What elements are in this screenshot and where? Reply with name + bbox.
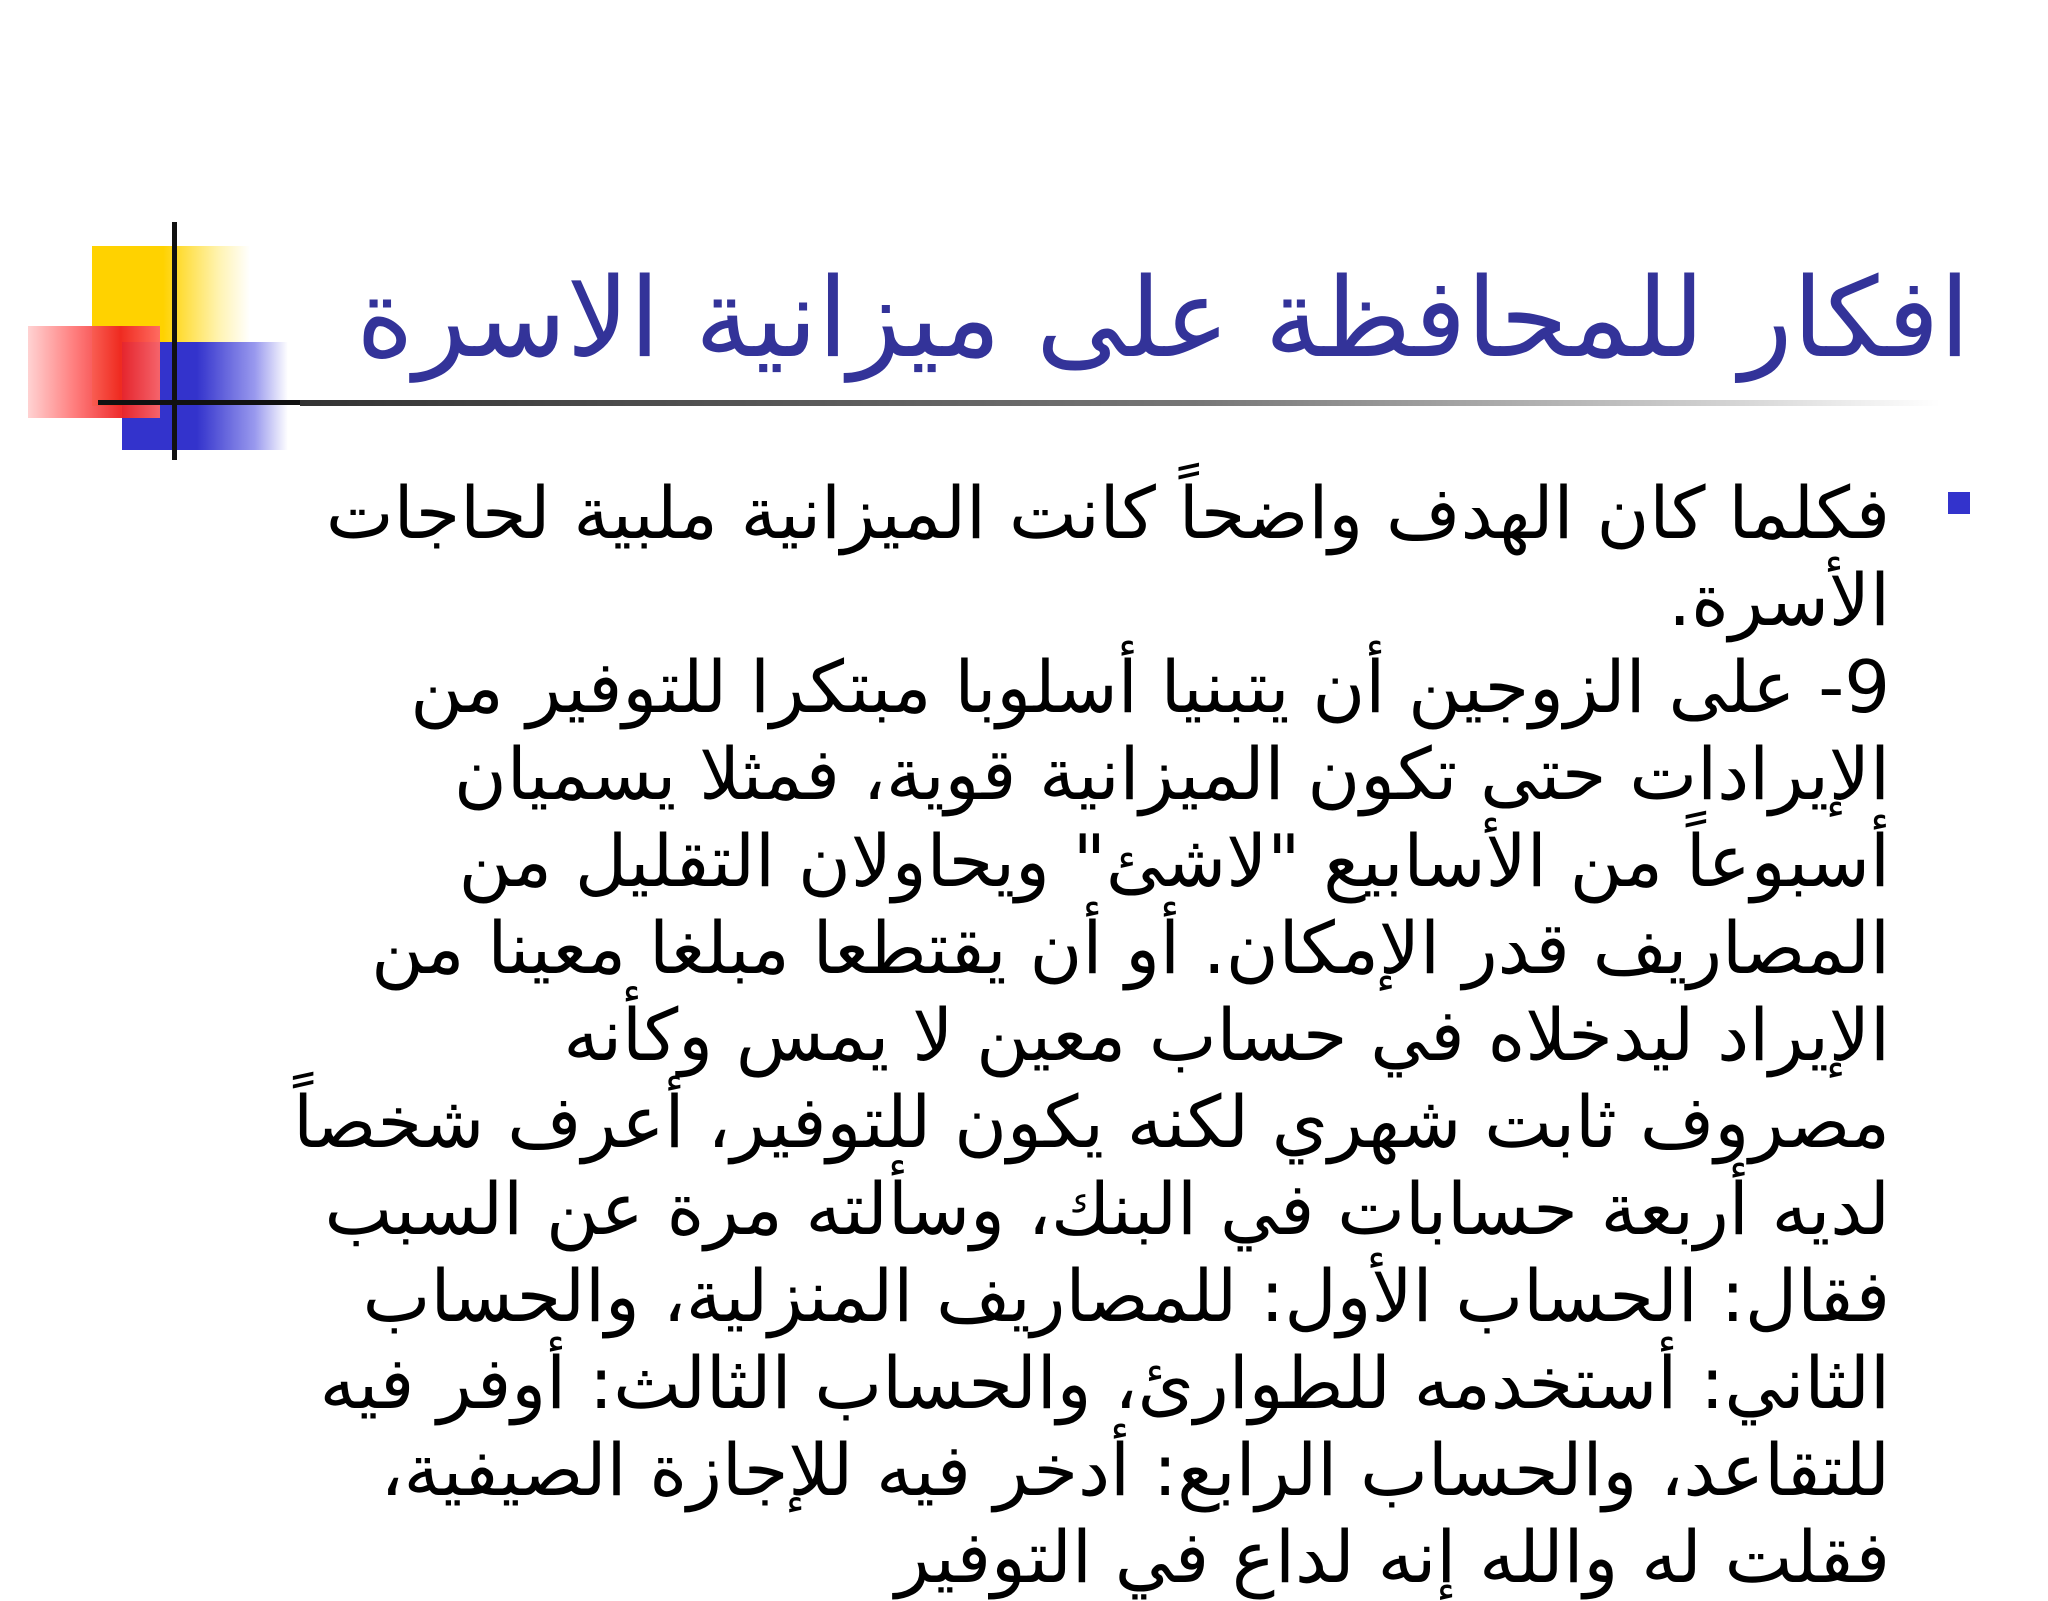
body-line: الأسرة. [1668, 558, 1890, 642]
slide-body [240, 470, 1970, 1601]
body-line: 9- على الزوجين أن يتبنيا أسلوبا مبتكرا للتوفير من [410, 645, 1890, 729]
body-line: فكلما كان الهدف واضحاً كانت الميزانية ملبية لحاجات [325, 471, 1890, 555]
body-line: فقال: الحساب الأول: للمصاريف المنزلية، والحساب [362, 1254, 1890, 1338]
body-line: فقلت له والله إنه لداعٍ في التوفير [895, 1515, 1890, 1599]
body-line: مصروف ثابت شهري لكنه يكون للتوفير، أعرف شخصاً [293, 1080, 1890, 1164]
body-line: أسبوعاً من الأسابيع "لاشئ" ويحاولان التقليل من [458, 819, 1890, 903]
body-line: للتقاعد، والحساب الرابع: أدخر فيه للإجازة الصيفية، [380, 1428, 1890, 1512]
logo-horizontal-line [98, 400, 318, 405]
body-line: المصاريف قدر الإمكان. أو أن يقتطعا مبلغا معينا من [371, 906, 1890, 990]
decorative-squares-logo [0, 0, 320, 480]
logo-vertical-line [172, 222, 177, 460]
body-line: الثاني: أستخدمه للطوارئ، والحساب الثالث: أوفر فيه [319, 1341, 1890, 1425]
square-bullet-icon [1948, 492, 1970, 514]
title-underline [300, 400, 1940, 406]
body-line: الإيرادات حتى تكون الميزانية قوية، فمثلا يسميان [453, 732, 1890, 816]
slide-title: افكار للمحافظة على ميزانية الاسرة [356, 254, 1970, 382]
body-line: لديه أربعة حسابات في البنك، وسألته مرة عن السبب [324, 1167, 1890, 1251]
body-line: الإيراد ليدخلاه في حساب معين لا يمس وكأنه [563, 993, 1890, 1077]
bullet-item [240, 470, 1970, 1601]
